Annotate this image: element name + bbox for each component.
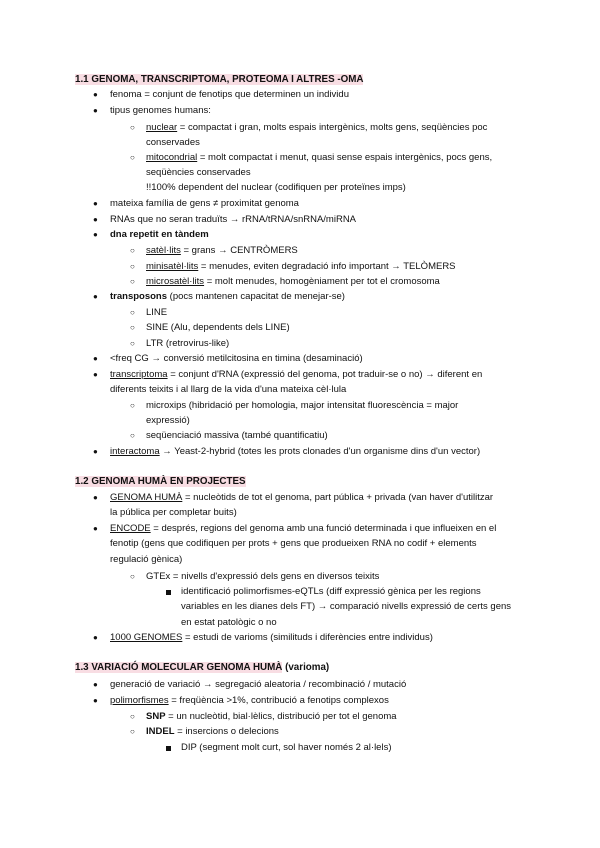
list-item: 1000 GENOMES = estudi de varioms (similituds i diferències entre individus) — [110, 632, 433, 643]
bullet: ● — [93, 524, 98, 533]
circle-bullet: ○ — [130, 246, 135, 255]
section-heading-1-2: 1.2 GENOMA HUMÀ EN PROJECTES — [75, 476, 246, 487]
circle-bullet: ○ — [130, 712, 135, 721]
section-heading-1-1: 1.1 GENOMA, TRANSCRIPTOMA, PROTEOMA I ALTRES -OMA — [75, 74, 364, 85]
list-item: LTR (retrovirus-like) — [146, 338, 230, 349]
list-item: seqüenciació massiva (també quantificatiu) — [146, 430, 328, 441]
bullet: ● — [93, 230, 98, 239]
bullet: ● — [93, 493, 98, 502]
list-item: GENOMA HUMÀ = nucleòtids de tot el genoma, part pública + privada (van haver d'utilitzar — [110, 492, 494, 503]
list-item-continuation: fenotip (gens que codifiquen per prots + gens que produeixen RNA no codif + elements — [110, 538, 477, 549]
bullet: ● — [93, 696, 98, 705]
list-item: microsatèl·lits = molt menudes, homogèniament per tot el cromosoma — [146, 276, 440, 287]
bullet: ● — [93, 354, 98, 363]
list-item: <freq CG → conversió metilcitosina en timina (desaminació) — [110, 353, 363, 364]
square-bullet — [166, 590, 171, 595]
list-item: SINE (Alu, dependents dels LINE) — [146, 322, 290, 333]
list-item: polimorfismes = freqüència >1%, contribució a fenotips complexos — [110, 695, 389, 706]
list-item: LINE — [146, 307, 168, 318]
circle-bullet: ○ — [130, 572, 135, 581]
circle-bullet: ○ — [130, 153, 135, 162]
circle-bullet: ○ — [130, 323, 135, 332]
list-item: fenoma = conjunt de fenotips que determinen un individu — [110, 89, 349, 100]
list-item-continuation: !!100% dependent del nuclear (codifiquen per proteïnes imps) — [146, 182, 406, 193]
list-item-continuation: expressió) — [146, 415, 190, 426]
circle-bullet: ○ — [130, 431, 135, 440]
circle-bullet: ○ — [130, 262, 135, 271]
circle-bullet: ○ — [130, 308, 135, 317]
list-item-continuation: en estat patològic o no — [181, 617, 277, 628]
list-item: transposons (pocs mantenen capacitat de menejar-se) — [110, 291, 345, 302]
list-item: transcriptoma = conjunt d'RNA (expressió del genoma, pot traduir-se o no) → diferent en — [110, 369, 483, 380]
list-item-continuation: conservades — [146, 137, 200, 148]
list-item: mitocondrial = molt compactat i menut, quasi sense espais intergènics, pocs gens, — [146, 152, 493, 163]
bullet: ● — [93, 447, 98, 456]
list-item-continuation: variables en les dianes dels FT) → comparació nivells expressió de certs gens — [181, 601, 512, 612]
list-item: dna repetit en tàndem — [110, 229, 209, 240]
bullet: ● — [93, 680, 98, 689]
list-item: satèl·lits = grans → CENTRÒMERS — [146, 245, 298, 256]
list-item: identificació polimorfismes-eQTLs (diff expressió gènica per les regions — [181, 586, 481, 597]
list-item: GTEx = nivells d'expressió dels gens en diversos teixits — [146, 571, 380, 582]
list-item: tipus genomes humans: — [110, 105, 211, 116]
circle-bullet: ○ — [130, 339, 135, 348]
list-item-continuation: la pública per completar buits) — [110, 507, 237, 518]
list-item: INDEL = insercions o delecions — [146, 726, 279, 737]
list-item: RNAs que no seran traduïts → rRNA/tRNA/snRNA/miRNA — [110, 214, 357, 225]
list-item-continuation: seqüències conservades — [146, 167, 251, 178]
list-item: ENCODE = després, regions del genoma amb una funció determinada i que influeixen en el — [110, 523, 497, 534]
circle-bullet: ○ — [130, 401, 135, 410]
list-item-continuation: regulació gènica) — [110, 554, 183, 565]
list-item: nuclear = compactat i gran, molts espais intergènics, molts gens, seqüències poc — [146, 122, 488, 133]
square-bullet — [166, 746, 171, 751]
list-item: mateixa família de gens ≠ proximitat genoma — [110, 198, 299, 209]
bullet: ● — [93, 633, 98, 642]
bullet: ● — [93, 90, 98, 99]
list-item: interactoma → Yeast-2-hybrid (totes les prots clonades d'un organisme dins d'un vector) — [110, 446, 481, 457]
bullet: ● — [93, 199, 98, 208]
section-heading-1-3: 1.3 VARIACIÓ MOLECULAR GENOMA HUMÀ (varioma) — [75, 662, 330, 673]
list-item: SNP = un nucleòtid, bial·lèlics, distribució per tot el genoma — [146, 711, 397, 722]
list-item: generació de variació → segregació aleatoria / recombinació / mutació — [110, 679, 407, 690]
bullet: ● — [93, 106, 98, 115]
bullet: ● — [93, 292, 98, 301]
circle-bullet: ○ — [130, 727, 135, 736]
list-item: microxips (hibridació per homologia, major intensitat fluorescència = major — [146, 400, 459, 411]
list-item: minisatèl·lits = menudes, eviten degradació info important → TELÒMERS — [146, 261, 456, 272]
circle-bullet: ○ — [130, 277, 135, 286]
list-item: DIP (segment molt curt, sol haver només 2 al·lels) — [181, 742, 392, 753]
circle-bullet: ○ — [130, 123, 135, 132]
list-item-continuation: diferents teixits i al llarg de la vida d'una mateixa cèl·lula — [110, 384, 347, 395]
bullet: ● — [93, 370, 98, 379]
bullet: ● — [93, 215, 98, 224]
